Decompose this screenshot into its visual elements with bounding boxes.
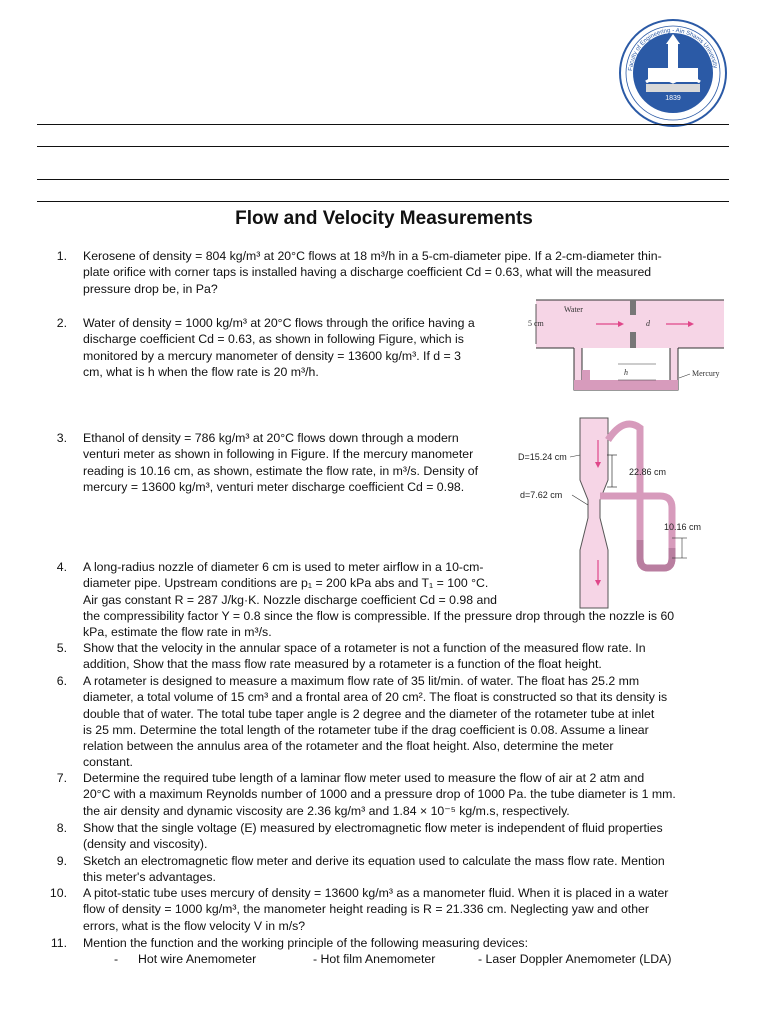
question-number: 9. — [56, 854, 67, 868]
question-line: flow of density = 1000 kg/m³, the manometer height reading is R = 21.336 cm. Neglecting yaw and other — [83, 902, 649, 917]
logo-arc-text: Faculty of Engineering - Ain Shams University — [628, 27, 718, 72]
question-number: 5. — [56, 641, 67, 655]
question-line: A pitot-static tube uses mercury of density = 13600 kg/m³ as a manometer fluid. When it is placed in a water — [83, 886, 669, 900]
question-line: pressure drop be, in Pa? — [83, 281, 218, 296]
question-line: discharge coefficient Cd = 0.63, as shown in following Figure, which is — [83, 332, 464, 347]
question-line: the air density and dynamic viscosity are 2.36 kg/m³ and 1.84 × 10⁻⁵ kg/m.s, respectively. — [83, 803, 570, 818]
question-line: diameter, a total volume of 15 cm³ and a frontal area of 20 cm². The float is constructed so that its density is — [83, 690, 668, 705]
figure-label-D: D=15.24 cm — [518, 452, 567, 462]
question-line: errors, what is the flow velocity V in m/s? — [83, 918, 306, 933]
question-line: Water of density = 1000 kg/m³ at 20°C flows through the orifice having a — [83, 316, 475, 330]
question-line: Mention the function and the working principle of the following measuring devices: — [83, 936, 528, 950]
question-line: Determine the required tube length of a laminar flow meter used to measure the flow of air at 2 atm and — [83, 771, 645, 785]
device-dash: - — [114, 952, 119, 966]
question-line: Kerosene of density = 804 kg/m³ at 20°C flows at 18 m³/h in a 5-cm-diameter pipe. If a 2-cm-diameter thin- — [83, 249, 662, 263]
figure-label-d-throat: d=7.62 cm — [520, 490, 563, 500]
question-line: plate orifice with corner taps is installed having a discharge coefficient Cd = 0.63, what will the measured — [83, 265, 652, 280]
university-seal-logo — [618, 18, 728, 128]
question-line: diameter pipe. Upstream conditions are p₁ = 200 kPa abs and T₁ = 100 °C. — [83, 576, 489, 591]
device-hot-wire: Hot wire Anemometer — [138, 952, 257, 966]
question-number: 7. — [56, 771, 67, 785]
question-line: addition, Show that the mass flow rate measured by a rotameter is a function of the float height. — [83, 657, 602, 672]
logo-year: 1839 — [665, 95, 681, 102]
figure-label-gap: 22.86 cm — [629, 467, 667, 477]
question-line: this meter's advantages. — [83, 870, 216, 885]
question-line: relation between the annulus area of the rotameter and the float height. Also, determine the meter — [83, 739, 614, 754]
header-rule-2 — [37, 146, 729, 147]
header-rule-3 — [37, 179, 729, 180]
question-line: monitored by a mercury manometer of density = 13600 kg/m³. If d = 3 — [83, 348, 461, 363]
question-line: A long-radius nozzle of diameter 6 cm is used to meter airflow in a 10-cm- — [83, 560, 484, 574]
header-rule-1 — [37, 124, 729, 125]
question-line: cm, what is h when the flow rate is 20 m³/h. — [83, 364, 319, 379]
question-line: double that of water. The total tube taper angle is 2 degree and the diameter of the rotameter tube at inlet — [83, 706, 655, 721]
question-line: mercury = 13600 kg/m³, venturi meter discharge coefficient Cd = 0.98. — [83, 479, 465, 494]
figure-label-water: Water — [564, 305, 583, 314]
page-title: Flow and Velocity Measurements — [235, 208, 533, 229]
question-line: 20°C with a maximum Reynolds number of 1000 and a pressure drop of 1000 Pa. the tube diameter is 1 mm. — [83, 787, 676, 802]
question-number: 2. — [56, 316, 67, 330]
question-line: is 25 mm. Determine the total length of the rotameter tube if the drag coefficient is 0.08. Assume a linear — [83, 722, 649, 737]
header-rule-4 — [37, 201, 729, 202]
question-number: 3. — [56, 431, 67, 445]
question-line: Ethanol of density = 786 kg/m³ at 20°C flows down through a modern — [83, 431, 459, 445]
question-number: 4. — [56, 560, 67, 574]
device-hot-film: - Hot film Anemometer — [313, 952, 436, 966]
figure-label-pipe-diameter: 5 cm — [528, 319, 544, 328]
question-line: kPa, estimate the flow rate in m³/s. — [83, 625, 272, 640]
question-line: Show that the single voltage (E) measured by electromagnetic flow meter is independent of fluid properties — [83, 821, 663, 835]
question-line: the compressibility factor Y = 0.8 since the flow is compressible. If the pressure drop through the nozzle is 60 — [83, 608, 675, 623]
device-lda: - Laser Doppler Anemometer (LDA) — [478, 952, 672, 966]
question-line: Air gas constant R = 287 J/kg·K. Nozzle discharge coefficient Cd = 0.98 and — [83, 592, 497, 607]
question-number: 1. — [56, 249, 67, 263]
question-number: 8. — [56, 821, 67, 835]
question-line: A rotameter is designed to measure a maximum flow rate of 35 lit/min. of water. The float has 25.2 mm — [83, 674, 640, 688]
figure-label-mercury: Mercury — [692, 369, 720, 378]
question-number: 10. — [49, 886, 67, 900]
question-number: 11. — [50, 936, 67, 950]
question-line: reading is 10.16 cm, as shown, estimate the flow rate, in m³/s. Density of — [83, 463, 479, 478]
figure-label-h: h — [624, 368, 628, 377]
figure-label-d: d — [646, 319, 650, 328]
question-line: Sketch an electromagnetic flow meter and derive its equation used to calculate the mass flow rate. Mention — [83, 854, 665, 868]
question-line: Show that the velocity in the annular space of a rotameter is not a function of the measured flow rate. In — [83, 641, 646, 655]
devices-list — [83, 951, 723, 967]
figure-label-reading: 10.16 cm — [664, 522, 702, 532]
question-number: 6. — [56, 674, 67, 688]
orifice-manometer-figure — [526, 296, 731, 396]
question-line: constant. — [83, 755, 133, 770]
question-line: (density and viscosity). — [83, 837, 208, 852]
question-line: venturi meter as shown in following in Figure. If the mercury manometer — [83, 447, 474, 462]
